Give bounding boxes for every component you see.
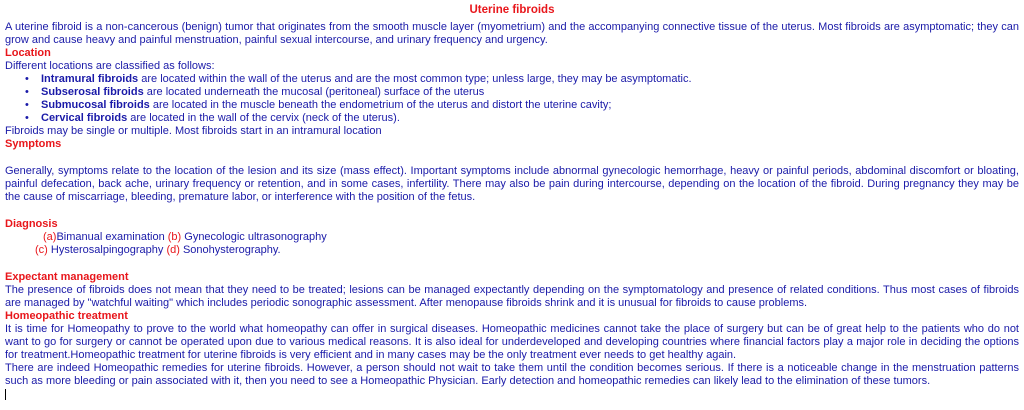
- diagnosis-item-a: Bimanual examination: [56, 231, 168, 243]
- diagnosis-mark-c: (c): [35, 244, 48, 256]
- diagnosis-heading: Diagnosis: [5, 218, 58, 230]
- diagnosis-item-d: Sonohysterography.: [179, 244, 281, 256]
- text-cursor: [5, 389, 6, 400]
- list-item-desc: are located in the muscle beneath the endometrium of the uterus and distort the uterine cavity;: [149, 99, 612, 111]
- list-item: [25, 73, 1019, 86]
- homeopathic-paragraph-1: It is time for Homeopathy to prove to the world what homeopathy can offer in surgical diseases. Homeopathic medicines cannot take the place of surgery but can be of great help to the patients who do not want to go for surgery or cannot be operated upon due to various medical reasons. It is also ideal for underdeveloped and developing countries where financial factors play a major role in deciding the options for treatment.Homeopathic treatment for uterine fibroids is very efficient and in many cases may be the only treatment ever needs to get healthy again.: [5, 323, 1019, 361]
- intro-paragraph: A uterine fibroid is a non-cancerous (benign) tumor that originates from the smooth muscle layer (myometrium) and the accompanying connective tissue of the uterus. Most fibroids are asymptomatic; they can grow and cause heavy and painful menstruation, painful sexual intercourse, and urinary frequency and urgency.: [5, 21, 1019, 46]
- symptoms-paragraph: Generally, symptoms relate to the location of the lesion and its size (mass effect). Important symptoms include abnormal gynecologic hemorrhage, heavy or painful periods, abdominal discomfort or bloating, painful defecation, back ache, urinary frequency or retention, and in some cases, infertility. There may also be pain during intercourse, depending on the location of the fibroid. During pregnancy they may be the cause of miscarriage, bleeding, premature labor, or interference with the position of the fetus.: [5, 165, 1019, 203]
- diagnosis-item-b: Gynecologic ultrasonography: [181, 231, 327, 243]
- homeopathic-paragraph-2: There are indeed Homeopathic remedies for uterine fibroids. However, a person should not wait to take them until the condition becomes serious. If there is a noticeable change in the menstruation patterns such as more bleeding or pain associated with it, then you need to see a Homeopathic Physician. Early detection and homeopathic remedies can likely lead to the elimination of these tumors.: [5, 362, 1019, 387]
- expectant-heading: Expectant management: [5, 271, 129, 283]
- list-item-term: Cervical fibroids: [41, 112, 128, 124]
- diagnosis-mark-d: (d): [166, 244, 180, 256]
- list-item-desc: are located in the wall of the cervix (neck of the uterus).: [127, 112, 400, 124]
- expectant-paragraph: The presence of fibroids does not mean that they need to be treated; lesions can be managed expectantly depending on the symptomatology and presence of related conditions. Thus most cases of fibroids are managed by "watchful waiting" which includes periodic sonographic assessment. After menopause fibroids shrink and it is unusual for fibroids to cause problems.: [5, 284, 1019, 309]
- list-item: [25, 86, 1019, 99]
- diagnosis-mark-a: (a): [43, 231, 57, 243]
- list-item: [25, 99, 1019, 112]
- list-item-term: Intramural fibroids: [41, 73, 139, 85]
- location-lead: Different locations are classified as follows:: [5, 60, 215, 72]
- symptoms-heading: Symptoms: [5, 138, 62, 150]
- diagnosis-line-2: [5, 244, 1019, 257]
- location-heading: Location: [5, 47, 51, 59]
- diagnosis-mark-b: (b): [167, 231, 182, 243]
- location-note: Fibroids may be single or multiple. Most fibroids start in an intramural location: [5, 125, 382, 137]
- document-page: [5, 0, 1019, 403]
- homeopathic-heading: Homeopathic treatment: [5, 310, 128, 322]
- list-item-term: Submucosal fibroids: [41, 99, 150, 111]
- list-item-term: Subserosal fibroids: [41, 86, 144, 98]
- location-list: [5, 73, 1019, 125]
- page-title: Uterine fibroids: [469, 4, 555, 16]
- list-item-desc: are located within the wall of the uterus and are the most common type; unless large, they may be asymptomatic.: [138, 73, 692, 85]
- list-item-desc: are located underneath the mucosal (peritoneal) surface of the uterus: [143, 86, 485, 98]
- diagnosis-line-1: [5, 231, 1019, 244]
- list-item: [25, 112, 1019, 125]
- diagnosis-item-c: Hysterosalpingography: [47, 244, 167, 256]
